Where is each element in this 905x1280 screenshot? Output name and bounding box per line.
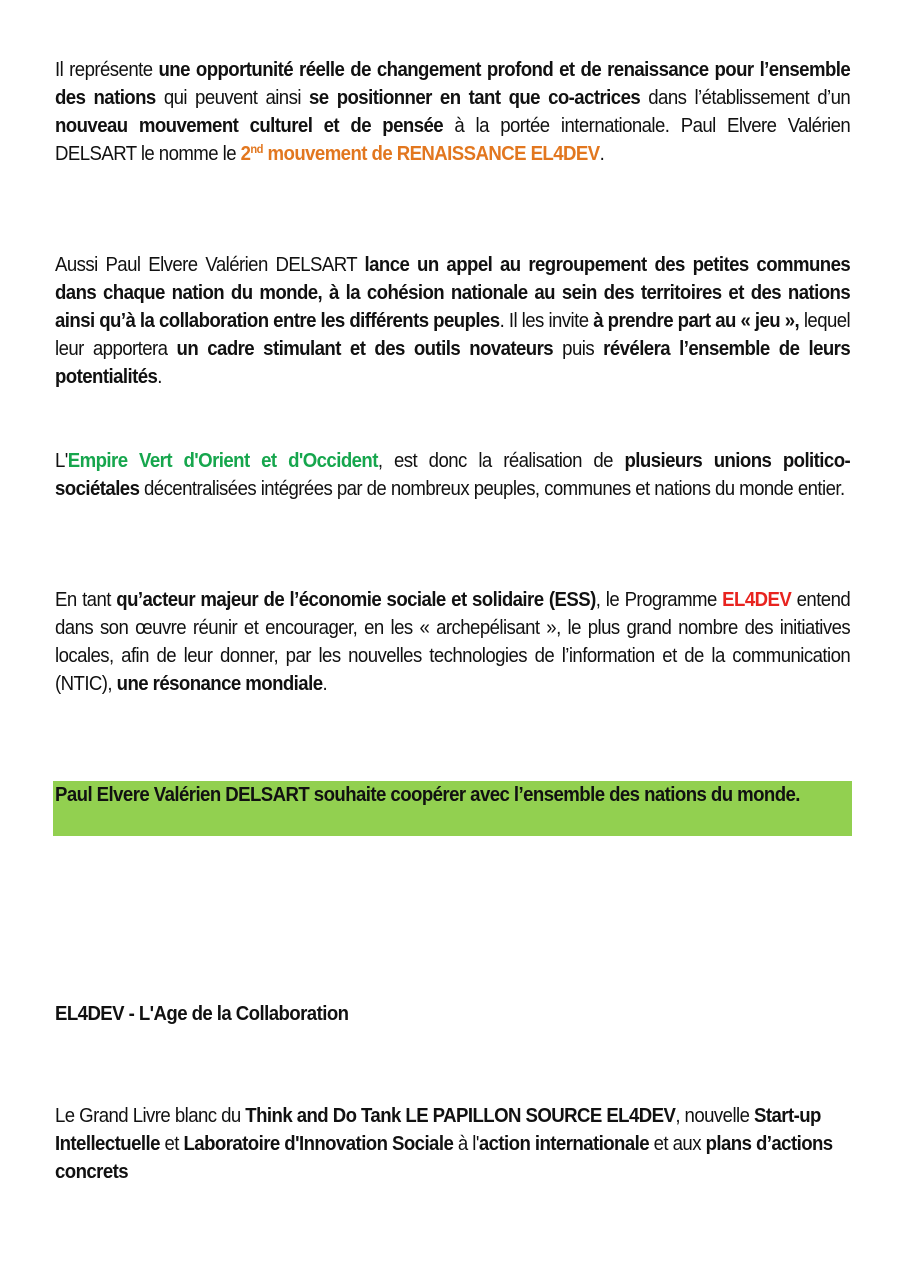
text: à l' xyxy=(453,1133,479,1155)
text: . xyxy=(157,366,162,388)
text: Le Grand Livre blanc du xyxy=(55,1105,246,1127)
text: décentralisées intégrées par de nombreux peuples, communes et nations du monde entier. xyxy=(139,478,845,500)
bold-text: une résonance mondiale xyxy=(116,673,323,695)
paragraph-ess xyxy=(55,586,850,698)
bold-text: se positionner en tant que co-actrices xyxy=(309,87,641,109)
ordinal-number: 2 xyxy=(240,143,251,165)
bold-text: lance un appel au regroupement des petites communes dans chaque nation du monde, à la cohésion nationale au sein des territoires et des nations ainsi qu’à la collaboration entre les différents peuples xyxy=(55,254,851,332)
renaissance-highlight xyxy=(241,143,600,165)
section-heading: EL4DEV - L'Age de la Collaboration xyxy=(55,1003,349,1025)
text: Il représente xyxy=(55,59,159,81)
paragraph-white-book xyxy=(55,1102,850,1186)
text: entend dans son œuvre réunir et encourager, en les « archepélisant », le plus grand nombre des initiatives locales, afin de leur donner, par les nouvelles technologies de l’information et de la communication (NTIC), xyxy=(55,589,851,695)
paragraph-appeal xyxy=(55,251,850,391)
text: et xyxy=(159,1133,184,1155)
text: , le Programme xyxy=(595,589,723,611)
bold-text: plusieurs unions politico-sociétales xyxy=(55,450,851,500)
highlight-statement: Paul Elvere Valérien DELSART souhaite coopérer avec l’ensemble des nations du monde. xyxy=(55,784,800,806)
text: qui peuvent ainsi xyxy=(155,87,310,109)
empire-name: Empire Vert d'Orient et d'Occident xyxy=(67,450,378,472)
bold-text: révélera l’ensemble de leurs potentialités xyxy=(55,338,851,388)
text: . Il les invite xyxy=(499,310,594,332)
bold-text: action internationale xyxy=(478,1133,650,1155)
text: Aussi Paul Elvere Valérien DELSART xyxy=(55,254,365,276)
text: lequel leur apportera xyxy=(55,310,851,360)
bold-text: plans d’actions concrets xyxy=(55,1133,833,1183)
el4dev-brand: EL4DEV xyxy=(722,589,792,611)
text: et aux xyxy=(649,1133,706,1155)
bold-text: Start-up Intellectuelle xyxy=(55,1105,821,1155)
text: En tant xyxy=(55,589,117,611)
bold-text: Laboratoire d'Innovation Sociale xyxy=(183,1133,454,1155)
paragraph-empire xyxy=(55,447,850,503)
text: L' xyxy=(55,450,68,472)
text: puis xyxy=(553,338,604,360)
text: à la portée internationale. Paul Elvere Valérien DELSART le nomme le xyxy=(55,115,851,165)
text: . xyxy=(599,143,605,165)
bold-text: un cadre stimulant et des outils novateurs xyxy=(176,338,554,360)
bold-text: Think and Do Tank LE PAPILLON SOURCE EL4DEV xyxy=(245,1105,676,1127)
bold-text: une opportunité réelle de changement profond et de renaissance pour l’ensemble des nations xyxy=(55,59,851,109)
bold-text: nouveau mouvement culturel et de pensée xyxy=(55,115,444,137)
text: dans l’établissement d’un xyxy=(640,87,851,109)
text: . xyxy=(322,673,328,695)
renaissance-text: mouvement de RENAISSANCE EL4DEV xyxy=(262,143,600,165)
bold-text: à prendre part au « jeu », xyxy=(593,310,800,332)
bold-text: qu’acteur majeur de l’économie sociale et solidaire (ESS) xyxy=(116,589,596,611)
ordinal-suffix: nd xyxy=(250,142,263,156)
text: , est donc la réalisation de xyxy=(377,450,625,472)
paragraph-renaissance xyxy=(55,56,850,168)
text: , nouvelle xyxy=(675,1105,754,1127)
